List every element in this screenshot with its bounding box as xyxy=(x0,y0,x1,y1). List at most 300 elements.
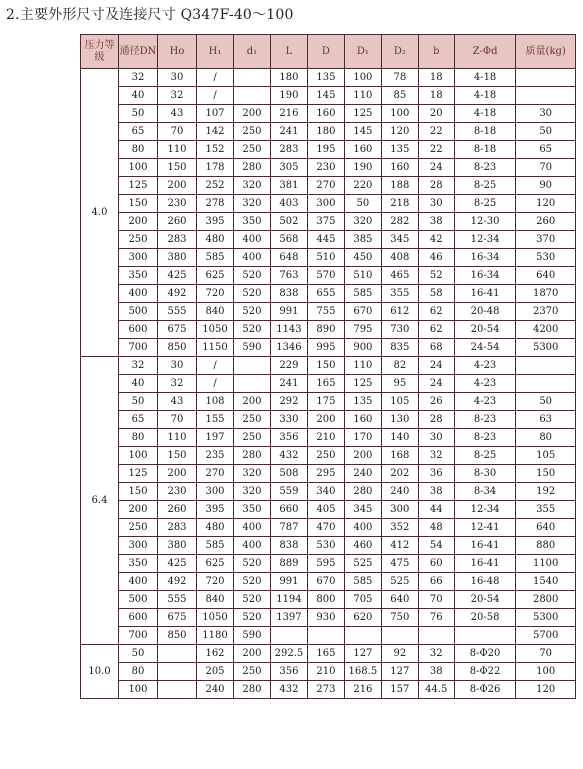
table-cell: 8-18 xyxy=(454,123,516,141)
table-cell: 50 xyxy=(118,393,157,411)
table-cell: 235 xyxy=(197,447,234,465)
table-cell: 24 xyxy=(418,159,454,177)
table-cell: 595 xyxy=(307,555,344,573)
table-cell: 720 xyxy=(197,573,234,591)
table-cell: 660 xyxy=(270,501,307,519)
table-cell: 570 xyxy=(307,267,344,285)
table-cell: 395 xyxy=(197,501,234,519)
table-cell: 520 xyxy=(233,321,270,339)
table-cell: 705 xyxy=(344,591,381,609)
table-cell: 600 xyxy=(118,609,157,627)
table-cell: 730 xyxy=(381,321,418,339)
table-cell: 1050 xyxy=(197,321,234,339)
table-row xyxy=(81,411,576,429)
table-cell: 127 xyxy=(381,663,418,681)
table-cell: 105 xyxy=(381,393,418,411)
table-cell: 178 xyxy=(197,159,234,177)
table-cell: 270 xyxy=(197,465,234,483)
table-cell: 125 xyxy=(344,375,381,393)
table-cell xyxy=(381,627,418,645)
table-cell: 432 xyxy=(270,681,307,699)
table-cell: 1870 xyxy=(516,285,576,303)
table-cell: 400 xyxy=(233,249,270,267)
table-cell: 300 xyxy=(197,483,234,501)
table-cell: 590 xyxy=(233,339,270,357)
table-cell: 240 xyxy=(344,465,381,483)
table-cell: 76 xyxy=(418,609,454,627)
table-cell: 675 xyxy=(158,321,197,339)
table-cell: 250 xyxy=(307,447,344,465)
table-cell: 36 xyxy=(418,465,454,483)
table-row xyxy=(81,573,576,591)
table-cell: 230 xyxy=(158,195,197,213)
table-cell: 408 xyxy=(381,249,418,267)
table-cell: 150 xyxy=(118,483,157,501)
table-cell xyxy=(158,645,197,663)
table-cell: 120 xyxy=(381,123,418,141)
table-cell xyxy=(516,357,576,375)
table-cell: 480 xyxy=(197,519,234,537)
table-cell: 110 xyxy=(344,357,381,375)
pressure-class-cell: 10.0 xyxy=(81,645,119,699)
table-row xyxy=(81,267,576,285)
table-cell: 65 xyxy=(118,123,157,141)
table-cell: 22 xyxy=(418,123,454,141)
table-cell: 142 xyxy=(197,123,234,141)
table-cell: 8-25 xyxy=(454,195,516,213)
table-cell: 70 xyxy=(158,411,197,429)
table-cell: 16-41 xyxy=(454,537,516,555)
table-cell: 432 xyxy=(270,447,307,465)
table-cell: 492 xyxy=(158,573,197,591)
table-cell: 8-Φ20 xyxy=(454,645,516,663)
table-cell: 92 xyxy=(381,645,418,663)
table-cell: 250 xyxy=(233,123,270,141)
table-cell: 568 xyxy=(270,231,307,249)
table-cell: 200 xyxy=(158,465,197,483)
table-cell: 230 xyxy=(158,483,197,501)
page-title: 2.主要外形尺寸及连接尺寸 Q347F-40～100 xyxy=(6,7,294,23)
table-cell: 46 xyxy=(418,249,454,267)
table-cell: 68 xyxy=(418,339,454,357)
table-cell: 800 xyxy=(307,591,344,609)
table-cell: 168.5 xyxy=(344,663,381,681)
table-cell: 280 xyxy=(344,483,381,501)
table-cell: 200 xyxy=(344,447,381,465)
table-cell: 355 xyxy=(516,501,576,519)
table-cell: 52 xyxy=(418,267,454,285)
table-cell: 40 xyxy=(118,87,157,105)
table-cell: 50 xyxy=(516,123,576,141)
table-row xyxy=(81,465,576,483)
table-cell: 32 xyxy=(118,357,157,375)
table-cell: 18 xyxy=(418,69,454,87)
table-cell: 400 xyxy=(118,573,157,591)
table-cell: 24 xyxy=(418,375,454,393)
table-cell: 70 xyxy=(516,159,576,177)
table-cell: 130 xyxy=(381,411,418,429)
table-cell: 320 xyxy=(233,483,270,501)
table-cell: 300 xyxy=(381,501,418,519)
table-cell: 838 xyxy=(270,285,307,303)
table-cell: / xyxy=(197,375,234,393)
table-cell: 38 xyxy=(418,483,454,501)
table-cell: 292.5 xyxy=(270,645,307,663)
table-cell: 1150 xyxy=(197,339,234,357)
table-row xyxy=(81,195,576,213)
table-cell: 8-Φ26 xyxy=(454,681,516,699)
table-cell: 65 xyxy=(516,141,576,159)
table-cell: 850 xyxy=(158,339,197,357)
table-cell: 200 xyxy=(233,645,270,663)
table-cell: 82 xyxy=(381,357,418,375)
table-cell: 160 xyxy=(344,141,381,159)
table-cell: 188 xyxy=(381,177,418,195)
table-cell: 320 xyxy=(233,177,270,195)
table-cell: 135 xyxy=(381,141,418,159)
table-cell: 145 xyxy=(344,123,381,141)
table-cell: 20-54 xyxy=(454,591,516,609)
table-cell xyxy=(418,627,454,645)
table-cell: 403 xyxy=(270,195,307,213)
table-cell: 510 xyxy=(344,267,381,285)
pressure-class-cell: 4.0 xyxy=(81,69,119,357)
table-cell: 125 xyxy=(118,465,157,483)
table-cell: 465 xyxy=(381,267,418,285)
table-cell: 85 xyxy=(381,87,418,105)
table-cell: 250 xyxy=(233,141,270,159)
table-cell: 345 xyxy=(381,231,418,249)
table-cell: 150 xyxy=(516,465,576,483)
table-cell: 508 xyxy=(270,465,307,483)
table-cell: 105 xyxy=(516,447,576,465)
table-cell: 795 xyxy=(344,321,381,339)
table-cell: 50 xyxy=(344,195,381,213)
table-cell xyxy=(233,87,270,105)
table-cell: 880 xyxy=(516,537,576,555)
table-row xyxy=(81,627,576,645)
header-weight: 质量(kg) xyxy=(516,35,576,69)
table-cell: 750 xyxy=(381,609,418,627)
table-cell: 125 xyxy=(118,177,157,195)
table-row xyxy=(81,213,576,231)
table-cell: 241 xyxy=(270,123,307,141)
table-cell: 640 xyxy=(516,519,576,537)
table-cell: 381 xyxy=(270,177,307,195)
table-cell: 260 xyxy=(516,213,576,231)
table-cell: 43 xyxy=(158,393,197,411)
table-cell: 127 xyxy=(344,645,381,663)
header-b: b xyxy=(418,35,454,69)
table-cell: 200 xyxy=(307,411,344,429)
table-cell: 197 xyxy=(197,429,234,447)
table-cell: 2370 xyxy=(516,303,576,321)
table-cell: 12-30 xyxy=(454,213,516,231)
table-cell: 4-18 xyxy=(454,69,516,87)
table-cell: 278 xyxy=(197,195,234,213)
table-cell: 38 xyxy=(418,663,454,681)
table-cell: 32 xyxy=(418,645,454,663)
table-cell: 16-41 xyxy=(454,285,516,303)
table-cell: 8-Φ22 xyxy=(454,663,516,681)
table-row xyxy=(81,429,576,447)
table-cell: 190 xyxy=(344,159,381,177)
table-cell: 30 xyxy=(418,195,454,213)
table-cell: 12-34 xyxy=(454,501,516,519)
table-cell: 375 xyxy=(307,213,344,231)
table-cell: 425 xyxy=(158,267,197,285)
table-cell: 160 xyxy=(381,159,418,177)
table-row xyxy=(81,177,576,195)
table-row xyxy=(81,105,576,123)
table-cell: 260 xyxy=(158,213,197,231)
table-cell: 63 xyxy=(516,411,576,429)
table-cell: 32 xyxy=(158,87,197,105)
table-cell: 150 xyxy=(307,357,344,375)
table-cell: 930 xyxy=(307,609,344,627)
table-cell: 475 xyxy=(381,555,418,573)
table-cell: 50 xyxy=(516,393,576,411)
table-cell: 320 xyxy=(344,213,381,231)
table-row xyxy=(81,483,576,501)
table-cell: 890 xyxy=(307,321,344,339)
header-dn: 通径DN xyxy=(118,35,157,69)
table-cell: 838 xyxy=(270,537,307,555)
table-cell: 24 xyxy=(418,357,454,375)
header-l: L xyxy=(270,35,307,69)
table-cell: 80 xyxy=(118,429,157,447)
table-cell: 241 xyxy=(270,375,307,393)
table-cell: 600 xyxy=(118,321,157,339)
header-ho: Ho xyxy=(158,35,197,69)
table-cell: 340 xyxy=(307,483,344,501)
table-cell: 8-23 xyxy=(454,411,516,429)
table-cell: 200 xyxy=(233,105,270,123)
dimensions-table xyxy=(80,34,576,699)
table-cell: 80 xyxy=(118,663,157,681)
table-cell: 230 xyxy=(307,159,344,177)
table-cell: 140 xyxy=(381,429,418,447)
table-cell: 350 xyxy=(118,267,157,285)
table-cell: 8-25 xyxy=(454,447,516,465)
table-cell: 100 xyxy=(381,105,418,123)
table-cell: 24-54 xyxy=(454,339,516,357)
table-cell: 20-58 xyxy=(454,609,516,627)
table-cell: 100 xyxy=(118,159,157,177)
table-cell: 100 xyxy=(118,447,157,465)
table-cell: 8-34 xyxy=(454,483,516,501)
table-cell: 192 xyxy=(516,483,576,501)
table-row xyxy=(81,537,576,555)
table-cell: 585 xyxy=(344,285,381,303)
table-cell: 889 xyxy=(270,555,307,573)
table-cell: 210 xyxy=(307,663,344,681)
table-cell: 412 xyxy=(381,537,418,555)
table-cell xyxy=(233,375,270,393)
table-cell: 8-18 xyxy=(454,141,516,159)
table-cell xyxy=(158,681,197,699)
header-d1: d₁ xyxy=(233,35,270,69)
table-row xyxy=(81,285,576,303)
table-cell: 510 xyxy=(307,249,344,267)
table-cell: 1194 xyxy=(270,591,307,609)
table-row xyxy=(81,249,576,267)
table-cell: 450 xyxy=(344,249,381,267)
table-row xyxy=(81,87,576,105)
table-cell: 395 xyxy=(197,213,234,231)
table-cell: 492 xyxy=(158,285,197,303)
table-body xyxy=(81,69,576,699)
table-row xyxy=(81,303,576,321)
table-cell: 670 xyxy=(344,303,381,321)
table-cell: 100 xyxy=(516,663,576,681)
table-cell: 78 xyxy=(381,69,418,87)
table-cell: 155 xyxy=(197,411,234,429)
table-cell: 32 xyxy=(158,375,197,393)
table-cell: 1100 xyxy=(516,555,576,573)
table-cell: 520 xyxy=(233,591,270,609)
table-cell: 260 xyxy=(158,501,197,519)
table-cell: 229 xyxy=(270,357,307,375)
table-row xyxy=(81,447,576,465)
table-row xyxy=(81,393,576,411)
table-cell: 500 xyxy=(118,303,157,321)
table-cell: 216 xyxy=(344,681,381,699)
table-cell: 62 xyxy=(418,321,454,339)
table-cell: 240 xyxy=(381,483,418,501)
table-cell: 530 xyxy=(307,537,344,555)
table-cell: 190 xyxy=(270,87,307,105)
table-cell: 250 xyxy=(233,411,270,429)
table-cell: 48 xyxy=(418,519,454,537)
table-cell xyxy=(270,627,307,645)
table-cell: 165 xyxy=(307,645,344,663)
table-cell: 787 xyxy=(270,519,307,537)
table-cell: 66 xyxy=(418,573,454,591)
table-cell: 345 xyxy=(344,501,381,519)
table-cell: 445 xyxy=(307,231,344,249)
table-cell: 95 xyxy=(381,375,418,393)
table-cell: 300 xyxy=(307,195,344,213)
table-cell xyxy=(516,69,576,87)
table-cell: 670 xyxy=(307,573,344,591)
table-cell: 400 xyxy=(344,519,381,537)
table-cell: 720 xyxy=(197,285,234,303)
table-row xyxy=(81,357,576,375)
table-cell: 200 xyxy=(233,393,270,411)
table-cell: 555 xyxy=(158,303,197,321)
table-cell: 273 xyxy=(307,681,344,699)
table-cell: 625 xyxy=(197,555,234,573)
table-cell: 42 xyxy=(418,231,454,249)
table-cell: 470 xyxy=(307,519,344,537)
table-cell: 640 xyxy=(381,591,418,609)
table-cell: 135 xyxy=(344,393,381,411)
table-row xyxy=(81,375,576,393)
table-cell: 1180 xyxy=(197,627,234,645)
table-cell: 2800 xyxy=(516,591,576,609)
table-cell: 460 xyxy=(344,537,381,555)
table-cell: 125 xyxy=(344,105,381,123)
table-cell: 175 xyxy=(307,393,344,411)
table-cell: 8-23 xyxy=(454,429,516,447)
table-cell: 400 xyxy=(233,537,270,555)
table-cell: 135 xyxy=(307,69,344,87)
table-cell: 850 xyxy=(158,627,197,645)
table-cell: 835 xyxy=(381,339,418,357)
table-cell: 16-48 xyxy=(454,573,516,591)
table-cell: 4-18 xyxy=(454,105,516,123)
table-cell: 585 xyxy=(344,573,381,591)
table-cell: 4200 xyxy=(516,321,576,339)
table-cell: 1050 xyxy=(197,609,234,627)
table-row xyxy=(81,123,576,141)
table-row xyxy=(81,231,576,249)
table-cell: 150 xyxy=(118,195,157,213)
table-cell: 195 xyxy=(307,141,344,159)
pressure-class-cell: 6.4 xyxy=(81,357,119,645)
table-cell: 350 xyxy=(233,501,270,519)
table-cell: 205 xyxy=(197,663,234,681)
table-cell: 100 xyxy=(344,69,381,87)
table-cell xyxy=(516,375,576,393)
table-cell: 252 xyxy=(197,177,234,195)
table-row xyxy=(81,69,576,87)
table-row xyxy=(81,591,576,609)
table-cell: 900 xyxy=(344,339,381,357)
table-cell: 22 xyxy=(418,141,454,159)
table-cell: 620 xyxy=(344,609,381,627)
table-row xyxy=(81,555,576,573)
table-cell: 30 xyxy=(516,105,576,123)
table-cell: 585 xyxy=(197,537,234,555)
table-cell: 648 xyxy=(270,249,307,267)
table-cell: 32 xyxy=(418,447,454,465)
table-cell: 1346 xyxy=(270,339,307,357)
table-cell: 590 xyxy=(233,627,270,645)
table-cell: 220 xyxy=(344,177,381,195)
table-cell xyxy=(454,627,516,645)
table-cell: 520 xyxy=(233,267,270,285)
table-cell: 200 xyxy=(118,213,157,231)
header-h1: H₁ xyxy=(197,35,234,69)
table-cell: 300 xyxy=(118,537,157,555)
table-cell: 995 xyxy=(307,339,344,357)
table-cell: 283 xyxy=(158,519,197,537)
table-cell: 145 xyxy=(307,87,344,105)
table-cell: 520 xyxy=(233,609,270,627)
table-cell: 8-30 xyxy=(454,465,516,483)
table-cell: 43 xyxy=(158,105,197,123)
table-cell: 120 xyxy=(516,681,576,699)
table-cell: 200 xyxy=(118,501,157,519)
table-cell: 520 xyxy=(233,555,270,573)
table-cell: 500 xyxy=(118,591,157,609)
table-cell: 520 xyxy=(233,285,270,303)
table-cell: 280 xyxy=(233,681,270,699)
table-cell: 295 xyxy=(307,465,344,483)
header-D1: D₁ xyxy=(344,35,381,69)
table-cell: 385 xyxy=(344,231,381,249)
table-cell: 16-34 xyxy=(454,249,516,267)
table-cell: 5300 xyxy=(516,339,576,357)
table-cell: 20-48 xyxy=(454,303,516,321)
table-cell: 50 xyxy=(118,645,157,663)
table-cell: 162 xyxy=(197,645,234,663)
table-cell: 355 xyxy=(381,285,418,303)
table-cell: 350 xyxy=(118,555,157,573)
table-cell: 16-34 xyxy=(454,267,516,285)
